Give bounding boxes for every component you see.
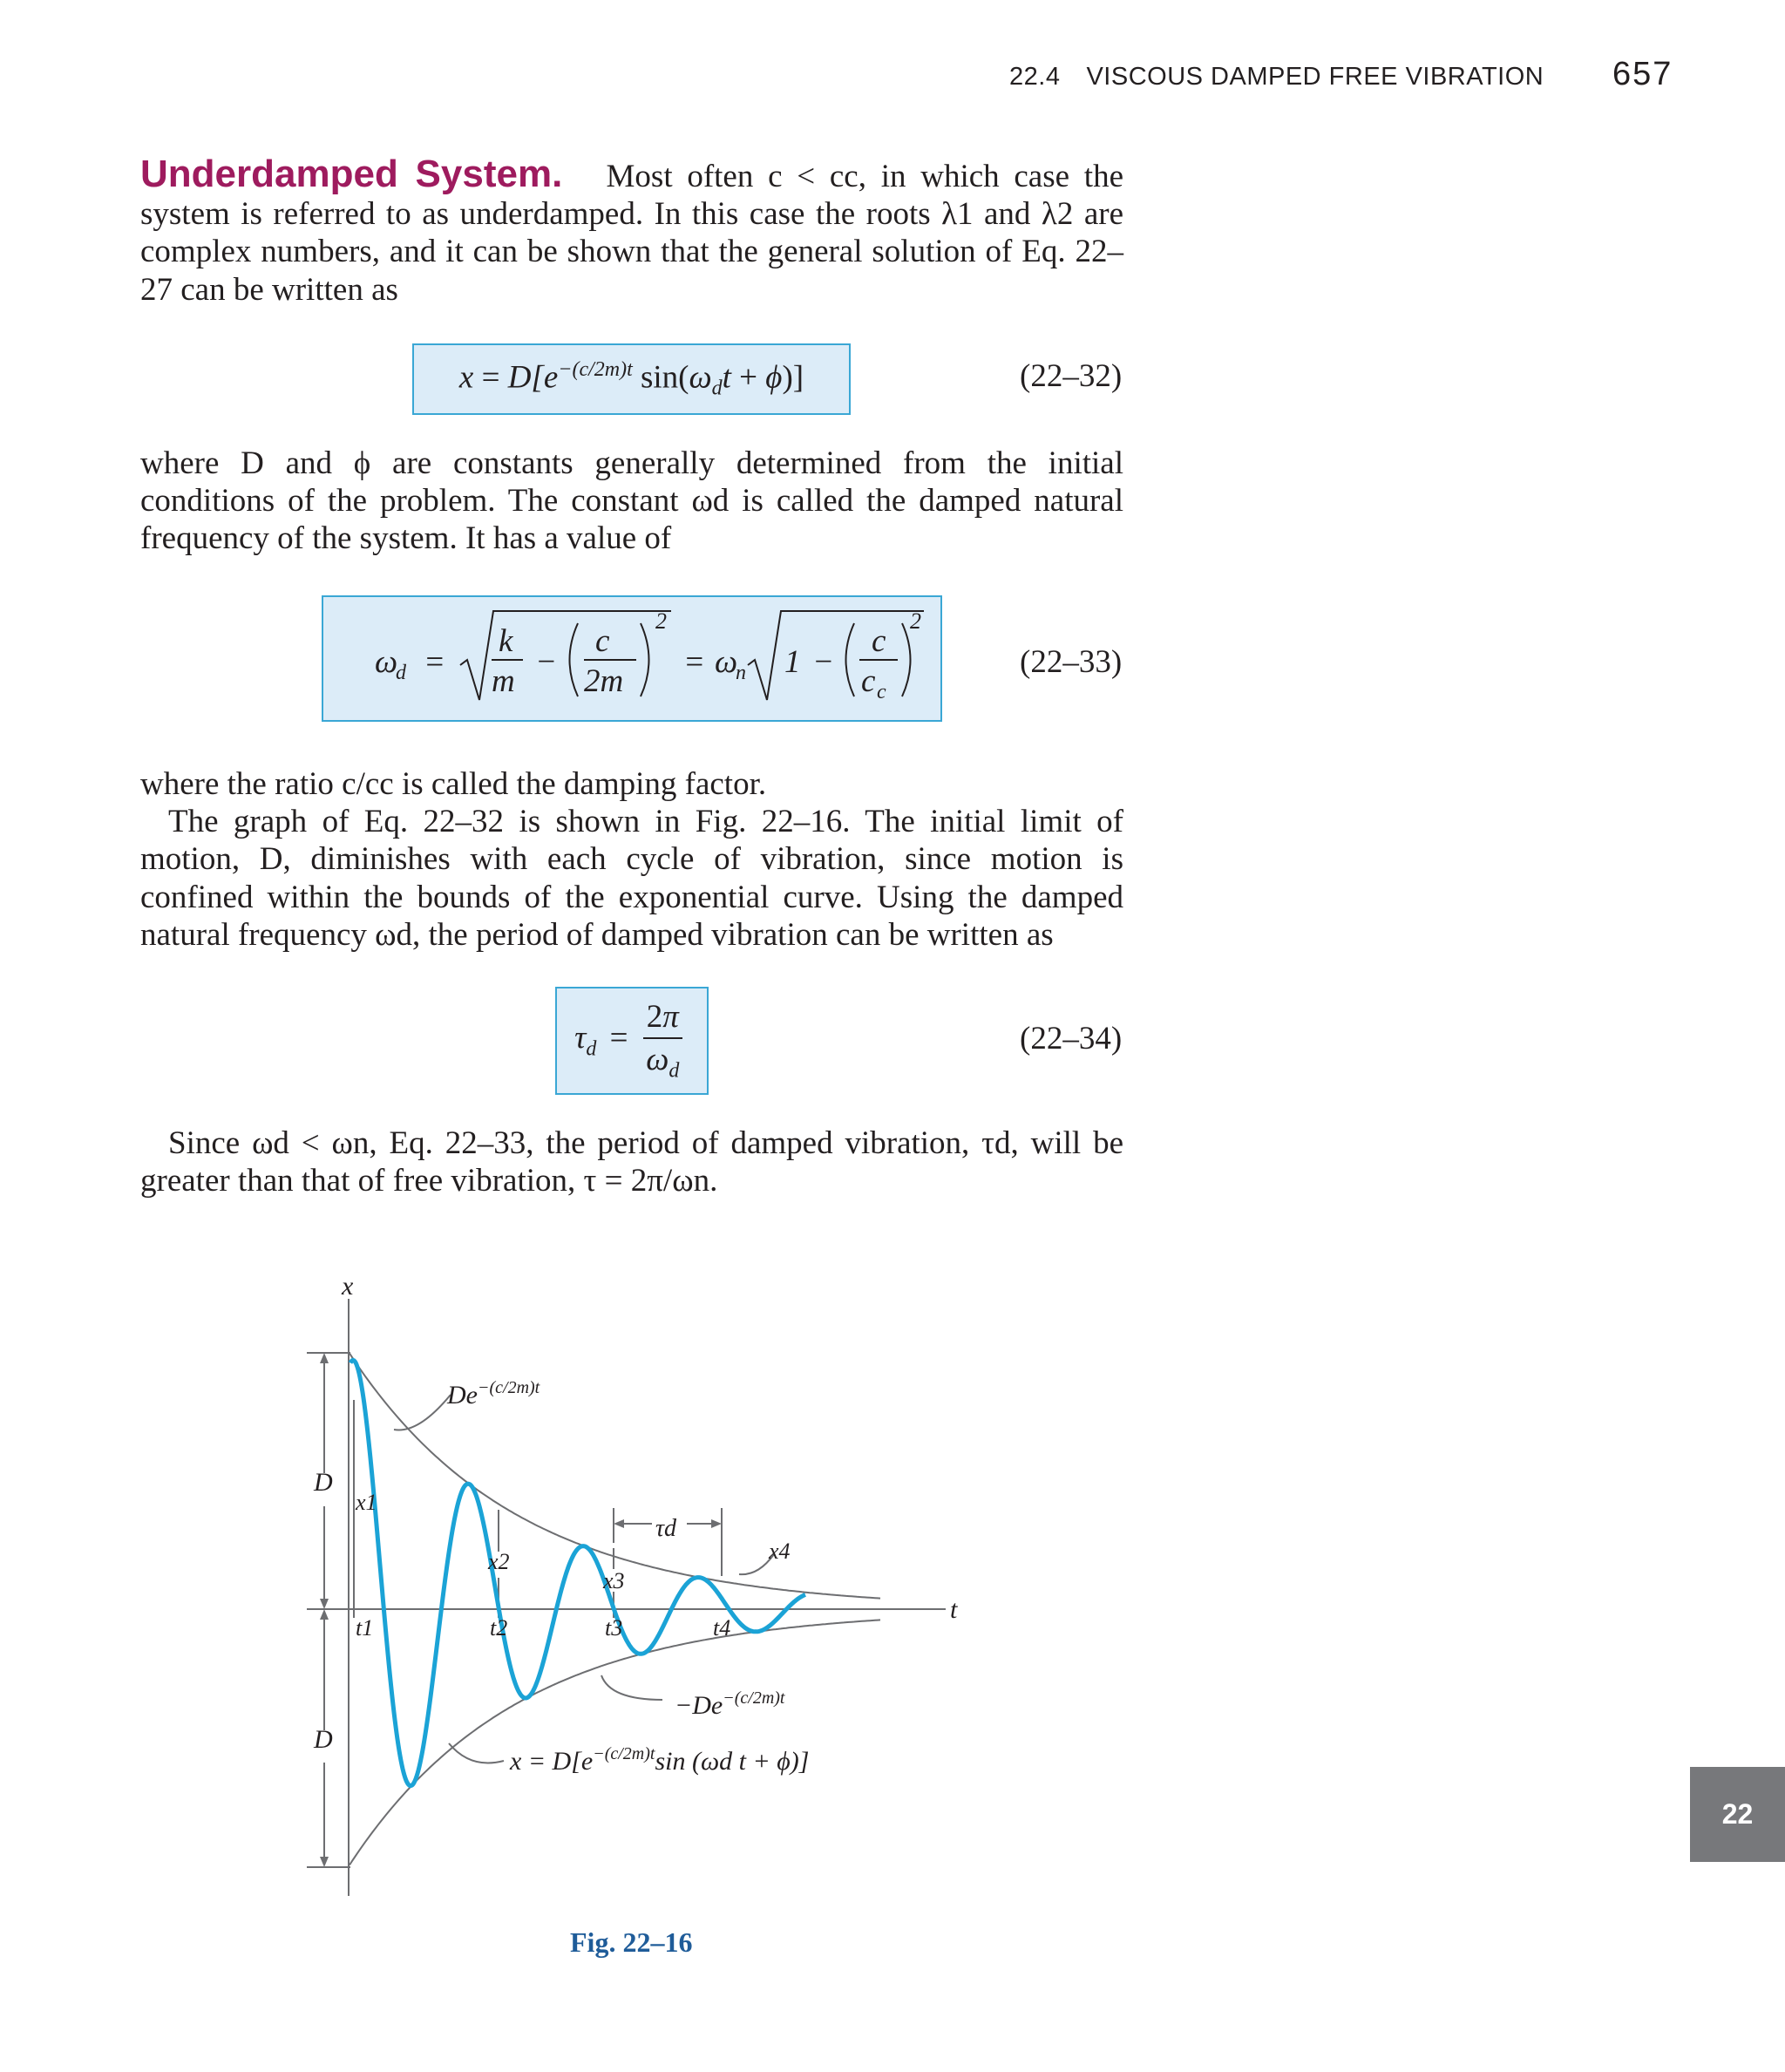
dim-upper-label: D	[314, 1468, 333, 1497]
svg-text:1: 1	[784, 643, 801, 680]
leader-lower-envelope	[601, 1675, 662, 1700]
svg-text:2: 2	[910, 608, 921, 634]
paragraph3a-text: where the ratio c/cc is called the damping factor.	[140, 766, 767, 802]
svg-text:n: n	[736, 661, 746, 684]
svg-text:d: d	[396, 661, 406, 684]
figure-caption: Fig. 22–16	[570, 1926, 693, 1958]
paragraph4-text: Since ωd < ωn, Eq. 22–33, the period of damped vibration, τd, will be greater than that of free vibration, τ = 2π/ωn.	[140, 1125, 1123, 1199]
section-heading: Underdamped System.	[140, 153, 563, 195]
amp-label-x4: x4	[769, 1539, 791, 1564]
svg-text:c: c	[877, 680, 886, 703]
chapter-tab	[1690, 1767, 1785, 1862]
svg-text:c: c	[872, 622, 886, 659]
leader-upper-envelope	[394, 1395, 451, 1430]
svg-text:2m: 2m	[584, 662, 624, 699]
svg-text:=: =	[683, 643, 705, 680]
page-number: 657	[1612, 56, 1673, 92]
svg-text:k: k	[499, 622, 513, 659]
time-label-t4: t4	[713, 1615, 731, 1641]
svg-text:−: −	[812, 643, 834, 680]
equation-22-32-label: (22–32)	[1020, 358, 1123, 394]
svg-text:ω: ω	[375, 643, 398, 680]
equation-22-34-label: (22–34)	[1020, 1021, 1123, 1056]
amp-label-x3: x3	[603, 1568, 625, 1593]
section-title: VISCOUS DAMPED FREE VIBRATION	[1086, 63, 1544, 91]
paragraph1-text: Most often c < cc, in which case the system is referred to as underdamped. In this case the roots λ1 and λ2 are complex numbers, and it can be shown that the general solution of Eq. 22–27 can be written as	[140, 159, 1123, 308]
lower-envelope	[350, 1620, 880, 1865]
time-label-t2: t2	[490, 1615, 508, 1641]
upper-envelope	[350, 1354, 880, 1599]
svg-text:ω: ω	[715, 643, 738, 680]
dim-lower-label: D	[314, 1725, 333, 1754]
paragraph2-text: where D and ϕ are constants generally determined from the initial conditions of the problem. The constant ωd is called the damped natural frequency of the system. It has a value of	[140, 445, 1123, 557]
paragraph3b-text: The graph of Eq. 22–32 is shown in Fig. 22–16. The initial limit of motion, D, diminishes with each cycle of vibration, since motion is confined within the bounds of the exponential curve. Using the damped natural frequency ωd, the period of damped vibration can be written as	[140, 804, 1123, 953]
upper-envelope-label: $De^{-(c/2m)t}$	[447, 1378, 540, 1410]
equation-22-33-label: (22–33)	[1020, 644, 1123, 680]
axis-t-label: t	[950, 1595, 958, 1624]
curve-equation-label: $x = D[e^{-(c/2m)t}\sin$ (ωd t + ϕ)]	[510, 1744, 810, 1776]
time-label-t3: t3	[605, 1615, 623, 1641]
period-label: τd	[655, 1515, 677, 1542]
equation-22-32-box: $x = D[e^{-(c/2m)t}$ $\sin(\omega_dt + \phi)$]	[412, 343, 851, 415]
svg-text:c: c	[861, 662, 876, 699]
svg-text:m: m	[492, 662, 515, 699]
equation-22-34-box: $\tau_d$ = $\frac{2\pi}{\omega_d}$	[555, 987, 709, 1095]
amp-label-x1: x1	[356, 1490, 377, 1515]
svg-text:c: c	[595, 622, 610, 659]
lower-envelope-label: $-De^{-(c/2m)t}$	[675, 1688, 785, 1720]
svg-text:−: −	[535, 643, 557, 680]
svg-text:2: 2	[655, 608, 667, 634]
svg-text:=: =	[424, 643, 445, 680]
amp-label-x2: x2	[488, 1549, 510, 1574]
time-label-t1: t1	[356, 1615, 374, 1641]
chapter-tab-label: 22	[1721, 1798, 1754, 1830]
section-number: 22.4	[1009, 63, 1061, 91]
leader-curve-label	[449, 1743, 504, 1763]
axis-x-label: x	[342, 1272, 354, 1301]
